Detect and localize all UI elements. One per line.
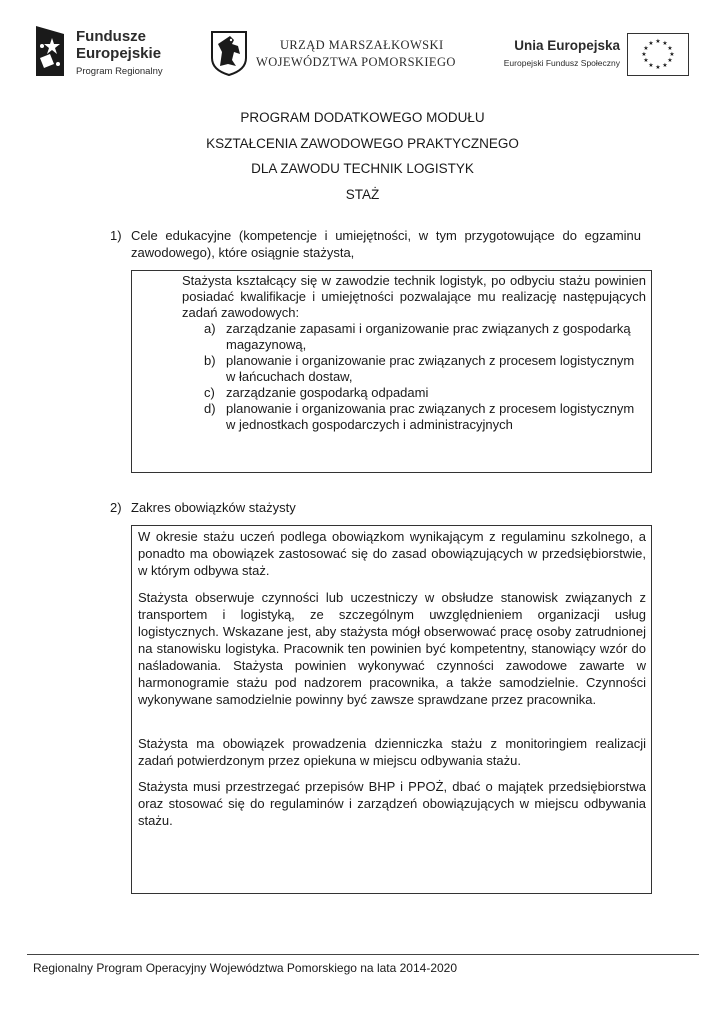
list-item-text: zarządzanie gospodarką odpadami — [226, 385, 429, 400]
doc-title-line4: STAŻ — [345, 187, 380, 202]
ue-subtitle: Europejski Fundusz Społeczny — [503, 58, 620, 68]
svg-text:★: ★ — [643, 45, 649, 52]
ue-title: Unia Europejska — [514, 38, 620, 53]
list-item — [204, 385, 646, 401]
list-item-label: b) — [204, 353, 216, 368]
section2-paragraph-2: Stażysta obserwuje czynności lub uczestniczy w obsłudze stanowisk związanych z transportem i logistyką, ze szczególnym uwzględnieniem organizacji usług logistycznych. Wskazane jest, aby stażysta mógł obserwować pracę osoby zatrudnionej na stanowisku logistyka. Pracownik ten powinien być kompetentny, stanowiący wzór do naśladowania. Stażysta powinien wykonywać czynności zawodowe zawarte w harmonogramie stażu pod nadzorem pracownika, a także samodzielnie. Czynności wykonywane samodzielnie powinny być zawsze sprawdzane przez pracownika. — [138, 590, 646, 707]
svg-text:★: ★ — [643, 57, 649, 64]
section2-paragraph-3: Stażysta ma obowiązek prowadzenia dzienniczka stażu z monitoringiem realizacji zadań potwierdzonym przez opiekuna w miejscu odbywania stażu. — [138, 736, 646, 768]
svg-text:★: ★ — [655, 64, 661, 71]
list-item — [204, 401, 646, 433]
section2-heading: Zakres obowiązków stażysty — [131, 500, 296, 515]
section1-intro: Stażysta kształcący się w zawodzie technik logistyk, po odbyciu stażu powinien posiadać kwalifikacje i umiejętności pozwalające mu realizację następujących zadań zawodowych: — [182, 273, 646, 320]
fe-star-flag-icon — [32, 24, 68, 78]
fe-subtitle: Program Regionalny — [76, 66, 163, 77]
section1-list — [204, 321, 646, 433]
svg-text:★: ★ — [669, 51, 675, 58]
eu-flag-icon — [627, 33, 689, 76]
svg-text:★: ★ — [648, 62, 654, 69]
svg-text:★: ★ — [648, 40, 654, 47]
svg-text:★: ★ — [655, 38, 661, 45]
list-item-text: planowanie i organizowania prac związanych z procesem logistycznym w jednostkach gospodarczych i administracyjnych — [226, 401, 635, 432]
svg-text:★: ★ — [662, 62, 668, 69]
section2-box — [131, 525, 652, 894]
svg-text:★: ★ — [662, 40, 668, 47]
section1-box — [131, 270, 652, 473]
footer-divider — [27, 954, 699, 955]
urzad-marszalkowski-logo — [208, 30, 458, 80]
um-title-line1: URZĄD MARSZAŁKOWSKI — [280, 38, 444, 52]
footer-text: Regionalny Program Operacyjny Województwa Pomorskiego na lata 2014-2020 — [33, 961, 458, 975]
section2-paragraph-1: W okresie stażu uczeń podlega obowiązkom wynikającym z regulaminu szkolnego, a ponadto ma obowiązek zastosować się do zasad obowiązujących w przedsiębiorstwie, w którym odbywa staż. — [138, 529, 646, 578]
list-item-label: c) — [204, 385, 215, 400]
um-title-line2: WOJEWÓDZTWA POMORSKIEGO — [256, 55, 456, 69]
section1-number: 1) — [110, 228, 122, 243]
svg-text:★: ★ — [667, 45, 673, 52]
list-item-text: planowanie i organizowanie prac związanych z procesem logistycznym w łańcuchach dostaw, — [226, 353, 635, 384]
section1-heading-line1: Cele edukacyjne (kompetencje i umiejętności, w tym przygotowujące do egzaminu — [131, 228, 641, 243]
section2-number: 2) — [110, 500, 122, 515]
section1-heading-line2: zawodowego), które osiągnie stażysta, — [131, 245, 355, 260]
fe-title-line1: Fundusze — [76, 28, 146, 45]
griffin-crest-icon — [210, 30, 248, 76]
list-item-label: a) — [204, 321, 216, 336]
eu-stars-icon — [628, 34, 688, 75]
fe-title-line2: Europejskie — [76, 45, 162, 62]
svg-text:★: ★ — [641, 51, 647, 58]
section2-paragraph-4: Stażysta musi przestrzegać przepisów BHP i PPOŻ, dbać o majątek przedsiębiorstwa oraz stosować się do regulaminów i zarządzeń obowiązujących w miejscu odbywania stażu. — [138, 779, 646, 828]
svg-text:★: ★ — [667, 57, 673, 64]
doc-title-line3: DLA ZAWODU TECHNIK LOGISTYK — [251, 161, 474, 176]
list-item — [204, 353, 646, 385]
fundusze-europejskie-logo — [32, 22, 182, 80]
list-item-text: zarządzanie zapasami i organizowanie prac związanych z gospodarką magazynową, — [226, 321, 631, 352]
list-item-label: d) — [204, 401, 216, 416]
list-item — [204, 321, 646, 353]
doc-title-line2: KSZTAŁCENIA ZAWODOWEGO PRAKTYCZNEGO — [206, 136, 519, 151]
doc-title-line1: PROGRAM DODATKOWEGO MODUŁU — [240, 110, 485, 125]
